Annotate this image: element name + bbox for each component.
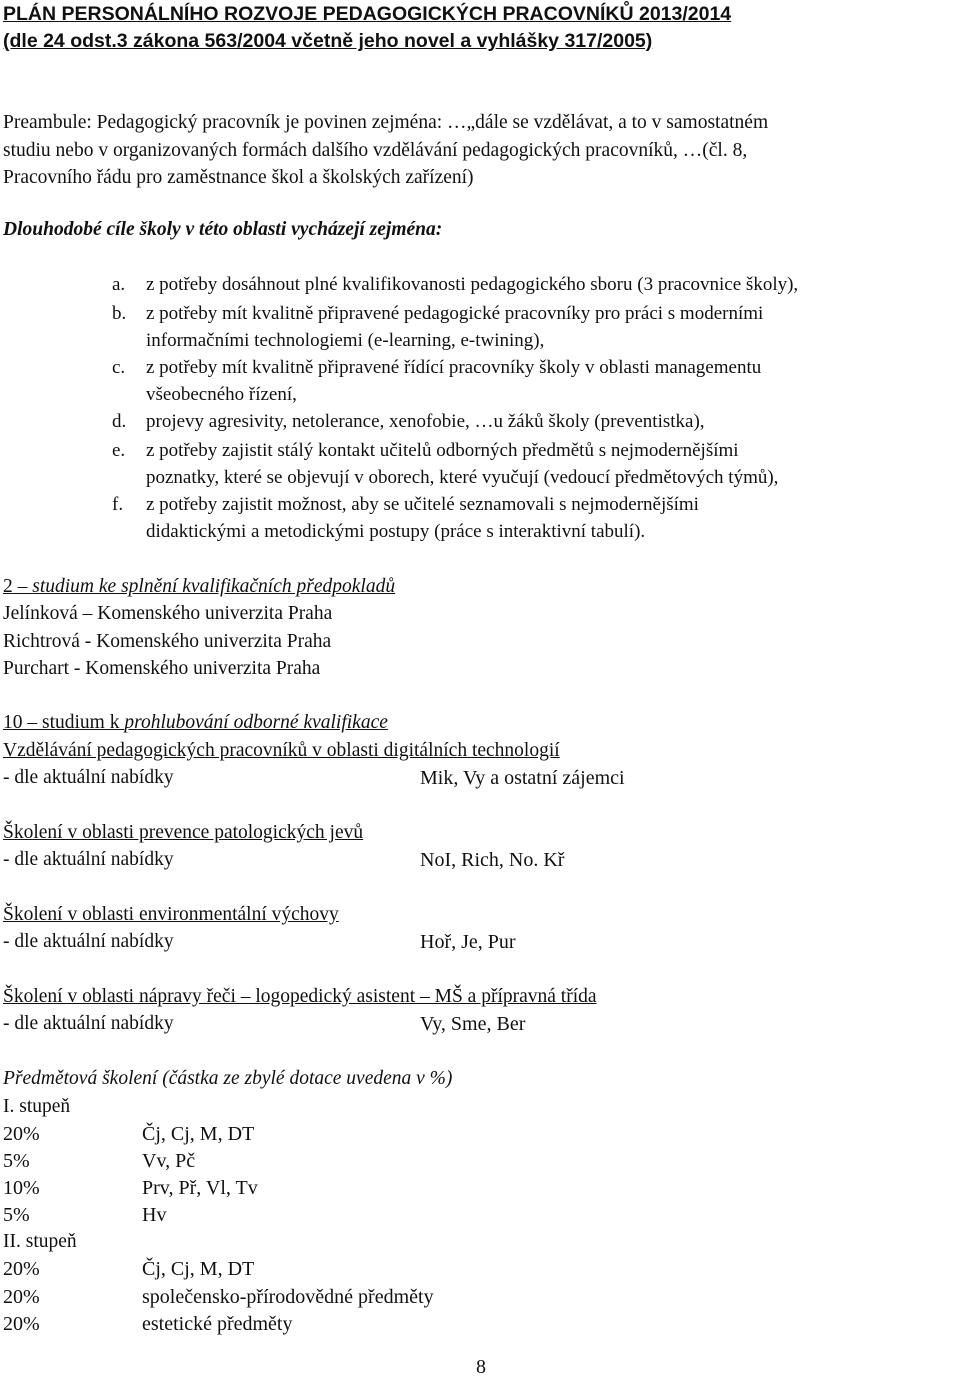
subject-percent: 10% [3,1177,40,1199]
deepening-heading: 10 – studium k prohlubování odborné kvalifikace [3,712,388,733]
training-name: Vzdělávání pedagogických pracovníků v oblasti digitálních technologií [3,740,560,761]
training-assignees: Mik, Vy a ostatní zájemci [420,767,625,789]
subject-list: Prv, Př, Vl, Tv [142,1177,258,1199]
subject-list: Čj, Cj, M, DT [142,1123,255,1145]
training-offer: - dle aktuální nabídky [3,767,174,788]
page-number: 8 [476,1356,486,1378]
subject-trainings-heading: Předmětová školení (částka ze zbylé dotace uvedena v %) [3,1068,453,1089]
goal-text: z potřeby mít kvalitně připravené pedagogické pracovníky pro práci s moderními [146,303,764,324]
subject-list: Vv, Pč [142,1150,196,1172]
training-assignees: Vy, Sme, Ber [420,1013,526,1035]
goal-text: poznatky, které se objevují v oborech, které vyučují (vedoucí předmětových týmů), [146,467,779,488]
subject-list: estetické předměty [142,1313,293,1335]
training-name: Školení v oblasti prevence patologických jevů [3,822,364,843]
preamble-line-3: Pracovního řádu pro zaměstnance škol a školských zařízení) [3,167,474,188]
subject-percent: 5% [3,1150,30,1172]
subject-list: společensko-přírodovědné předměty [142,1286,434,1308]
training-offer: - dle aktuální nabídky [3,1013,174,1034]
subject-percent: 20% [3,1313,40,1335]
deepening-label-plain: studium k [42,712,120,733]
qualification-person: Jelínková – Komenského univerzita Praha [3,603,333,624]
goal-text: informačními technologiemi (e-learning, e-twining), [146,330,545,351]
preamble-line-1: Preambule: Pedagogický pracovník je povinen zejména: …„dále se vzdělávat, a to v samostatném [3,112,769,133]
deepening-count: 10 [3,712,23,733]
goal-text: z potřeby zajistit stálý kontakt učitelů odborných předmětů s nejmodernějšími [146,440,739,461]
qualification-person: Richtrová - Komenského univerzita Praha [3,631,332,652]
training-name: Školení v oblasti nápravy řeči – logopedický asistent – MŠ a přípravná třída [3,986,597,1007]
qualification-person: Purchart - Komenského univerzita Praha [3,658,321,679]
preamble-line-2: studiu nebo v organizovaných formách dalšího vzdělávání pedagogických pracovníků, …(čl. 8, [3,140,748,161]
document-title-line-2: (dle 24 odst.3 zákona 563/2004 včetně jeho novel a vyhlášky 317/2005) [3,30,653,52]
goal-letter: f. [112,494,124,515]
goal-letter: e. [112,440,126,461]
goal-letter: a. [112,274,126,295]
subject-percent: 20% [3,1123,40,1145]
goal-letter: d. [112,411,127,432]
stage-1-label: I. stupeň [3,1096,71,1117]
training-offer: - dle aktuální nabídky [3,931,174,952]
subject-percent: 20% [3,1258,40,1280]
goal-text: z potřeby zajistit možnost, aby se učitelé seznamovali s nejmodernějšími [146,494,699,515]
training-name: Školení v oblasti environmentální výchovy [3,904,339,925]
goal-text: projevy agresivity, netolerance, xenofobie, …u žáků školy (preventistka), [146,411,705,432]
goal-letter: b. [112,303,127,324]
qualification-label: studium ke splnění kvalifikačních předpokladů [32,576,396,597]
qualification-heading: 2 – studium ke splnění kvalifikačních předpokladů [3,576,396,597]
goal-letter: c. [112,357,126,378]
goals-heading: Dlouhodobé cíle školy v této oblasti vycházejí zejména: [3,219,443,240]
document-title-line-1: PLÁN PERSONÁLNÍHO ROZVOJE PEDAGOGICKÝCH PRACOVNÍKŮ 2013/2014 [3,3,732,25]
subject-list: Hv [142,1204,167,1226]
goal-text: didaktickými a metodickými postupy (práce s interaktivní tabulí). [146,521,646,542]
qualification-count: 2 [3,576,13,597]
training-assignees: Hoř, Je, Pur [420,931,516,953]
stage-2-label: II. stupeň [3,1231,77,1252]
training-assignees: NoI, Rich, No. Kř [420,849,565,871]
deepening-label-italic: prohlubování odborné kvalifikace [124,712,388,733]
goal-text: všeobecného řízení, [146,384,297,405]
goal-text: z potřeby mít kvalitně připravené řídící pracovníky školy v oblasti managementu [146,357,762,378]
goal-text: z potřeby dosáhnout plné kvalifikovanosti pedagogického sboru (3 pracovnice školy), [146,274,799,295]
subject-list: Čj, Cj, M, DT [142,1258,255,1280]
training-offer: - dle aktuální nabídky [3,849,174,870]
subject-percent: 20% [3,1286,40,1308]
subject-percent: 5% [3,1204,30,1226]
